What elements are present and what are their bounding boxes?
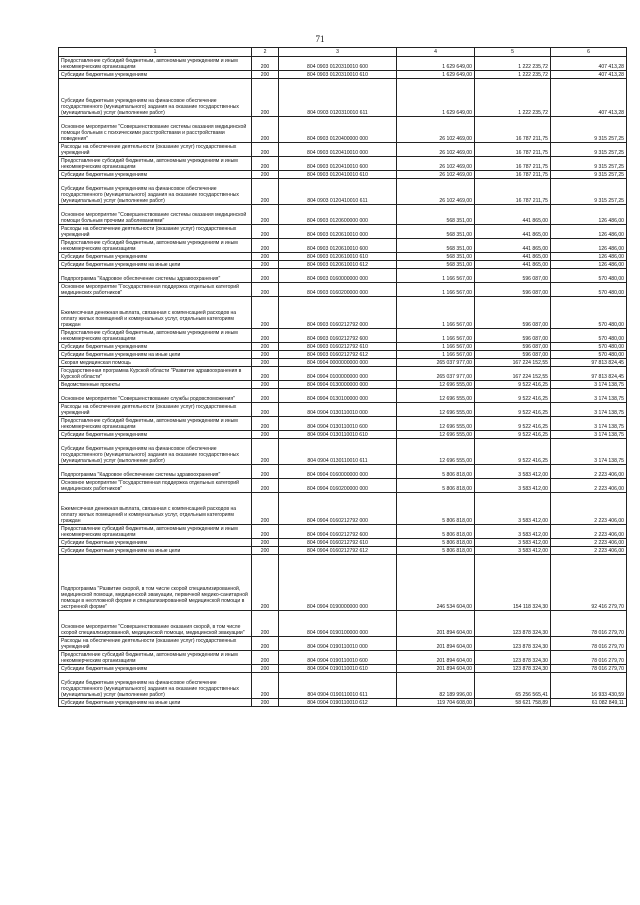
row-name-cell: Субсидии бюджетным учреждениям на иные цели bbox=[59, 547, 252, 555]
row-name-cell: Подпрограмма "Кадровое обеспечение системы здравоохранения" bbox=[59, 465, 252, 479]
row-planned-cell: 5 806 818,00 bbox=[397, 547, 475, 555]
table-row bbox=[59, 239, 627, 253]
row-indicator-cell: 200 bbox=[252, 179, 279, 205]
row-code-cell: 804 0904 0130110010 600 bbox=[279, 417, 397, 431]
row-executed-cell: 58 621 758,89 bbox=[475, 699, 551, 707]
row-indicator-cell: 200 bbox=[252, 329, 279, 343]
row-planned-cell: 26 102 469,00 bbox=[397, 171, 475, 179]
row-remainder-cell: 3 174 138,75 bbox=[551, 439, 627, 465]
row-indicator-cell: 200 bbox=[252, 555, 279, 611]
row-executed-cell: 596 087,00 bbox=[475, 343, 551, 351]
row-planned-cell: 1 166 567,00 bbox=[397, 297, 475, 329]
table-header-row bbox=[59, 48, 627, 57]
row-indicator-cell: 200 bbox=[252, 205, 279, 225]
row-code-cell: 804 0904 0190000000 000 bbox=[279, 555, 397, 611]
column-header: 6 bbox=[551, 48, 627, 57]
row-indicator-cell: 200 bbox=[252, 367, 279, 381]
row-executed-cell: 123 878 324,30 bbox=[475, 611, 551, 637]
table-row bbox=[59, 171, 627, 179]
table-row bbox=[59, 205, 627, 225]
row-planned-cell: 1 629 649,00 bbox=[397, 57, 475, 71]
row-name-cell: Предоставление субсидий бюджетным, автономным учреждениям и иным некоммерческим организациям bbox=[59, 239, 252, 253]
row-name-cell: Субсидии бюджетным учреждениям на иные цели bbox=[59, 351, 252, 359]
table-body bbox=[59, 57, 627, 707]
row-planned-cell: 568 351,00 bbox=[397, 205, 475, 225]
row-planned-cell: 1 166 567,00 bbox=[397, 343, 475, 351]
row-executed-cell: 16 787 211,75 bbox=[475, 179, 551, 205]
row-planned-cell: 1 629 649,00 bbox=[397, 79, 475, 117]
row-remainder-cell: 9 315 257,25 bbox=[551, 117, 627, 143]
row-indicator-cell: 200 bbox=[252, 479, 279, 493]
table-row bbox=[59, 57, 627, 71]
row-planned-cell: 26 102 469,00 bbox=[397, 117, 475, 143]
table-row bbox=[59, 547, 627, 555]
row-indicator-cell: 200 bbox=[252, 343, 279, 351]
table-row bbox=[59, 381, 627, 389]
row-code-cell: 804 0903 0160212792 600 bbox=[279, 329, 397, 343]
row-code-cell: 804 0904 0130110010 000 bbox=[279, 403, 397, 417]
row-name-cell: Ведомственные проекты bbox=[59, 381, 252, 389]
row-planned-cell: 5 806 818,00 bbox=[397, 539, 475, 547]
row-remainder-cell: 3 174 138,75 bbox=[551, 431, 627, 439]
row-indicator-cell: 200 bbox=[252, 297, 279, 329]
row-remainder-cell: 570 480,00 bbox=[551, 269, 627, 283]
row-executed-cell: 596 087,00 bbox=[475, 351, 551, 359]
row-remainder-cell: 2 223 406,00 bbox=[551, 465, 627, 479]
row-code-cell: 804 0904 0000000000 000 bbox=[279, 359, 397, 367]
row-remainder-cell: 3 174 138,75 bbox=[551, 381, 627, 389]
row-executed-cell: 123 878 324,30 bbox=[475, 665, 551, 673]
row-code-cell: 804 0904 0130110010 610 bbox=[279, 431, 397, 439]
row-executed-cell: 16 787 211,75 bbox=[475, 157, 551, 171]
row-remainder-cell: 126 486,00 bbox=[551, 261, 627, 269]
row-executed-cell: 3 583 412,00 bbox=[475, 479, 551, 493]
row-name-cell: Подпрограмма "Развитие скорой, в том числе скорой специализированной, медицинской помощи, медицинской эвакуации, первичной медико-санитарной помощи в неотложной форме и специализированной медицинской помощи в экстренной форме" bbox=[59, 555, 252, 611]
row-name-cell: Государственная программа Курской области "Развитие здравоохранения в Курской области" bbox=[59, 367, 252, 381]
page-bottom-margin bbox=[0, 898, 640, 905]
row-name-cell: Основное мероприятие "Государственная поддержка отдельных категорий медицинских работников" bbox=[59, 479, 252, 493]
table-row bbox=[59, 699, 627, 707]
row-executed-cell: 1 222 235,72 bbox=[475, 79, 551, 117]
table-row bbox=[59, 479, 627, 493]
row-remainder-cell: 9 315 257,25 bbox=[551, 143, 627, 157]
table-row bbox=[59, 261, 627, 269]
row-executed-cell: 1 222 235,72 bbox=[475, 71, 551, 79]
row-planned-cell: 12 696 555,00 bbox=[397, 389, 475, 403]
row-planned-cell: 1 166 567,00 bbox=[397, 329, 475, 343]
row-remainder-cell: 2 223 406,00 bbox=[551, 479, 627, 493]
table-row bbox=[59, 117, 627, 143]
row-planned-cell: 26 102 469,00 bbox=[397, 157, 475, 171]
row-remainder-cell: 78 016 279,70 bbox=[551, 651, 627, 665]
page-number: 71 bbox=[315, 34, 325, 44]
row-planned-cell: 1 166 567,00 bbox=[397, 283, 475, 297]
row-indicator-cell: 200 bbox=[252, 673, 279, 699]
table-row bbox=[59, 555, 627, 611]
row-indicator-cell: 200 bbox=[252, 157, 279, 171]
row-name-cell: Расходы на обеспечение деятельности (оказание услуг) государственных учреждений bbox=[59, 225, 252, 239]
row-code-cell: 804 0904 0190110010 612 bbox=[279, 699, 397, 707]
row-planned-cell: 568 351,00 bbox=[397, 253, 475, 261]
row-executed-cell: 3 583 412,00 bbox=[475, 493, 551, 525]
row-remainder-cell: 570 480,00 bbox=[551, 343, 627, 351]
row-planned-cell: 26 102 469,00 bbox=[397, 143, 475, 157]
row-name-cell: Предоставление субсидий бюджетным, автономным учреждениям и иным некоммерческим организациям bbox=[59, 651, 252, 665]
row-planned-cell: 26 102 469,00 bbox=[397, 179, 475, 205]
row-executed-cell: 9 522 416,25 bbox=[475, 431, 551, 439]
row-remainder-cell: 78 016 279,70 bbox=[551, 665, 627, 673]
table-row bbox=[59, 665, 627, 673]
row-name-cell: Субсидии бюджетным учреждениям на финансовое обеспечение государственного (муниципального) задания на оказание государственных (муниципальных) услуг (выполнение работ) bbox=[59, 673, 252, 699]
row-name-cell: Расходы на обеспечение деятельности (оказание услуг) государственных учреждений bbox=[59, 403, 252, 417]
column-header: 4 bbox=[397, 48, 475, 57]
row-name-cell: Скорая медицинская помощь bbox=[59, 359, 252, 367]
budget-table bbox=[58, 47, 627, 707]
row-planned-cell: 82 189 996,00 bbox=[397, 673, 475, 699]
row-indicator-cell: 200 bbox=[252, 417, 279, 431]
row-code-cell: 804 0904 0100000000 000 bbox=[279, 367, 397, 381]
row-code-cell: 804 0903 0120310010 611 bbox=[279, 79, 397, 117]
row-code-cell: 804 0903 0120410010 600 bbox=[279, 157, 397, 171]
row-remainder-cell: 407 413,28 bbox=[551, 71, 627, 79]
row-remainder-cell: 3 174 138,75 bbox=[551, 389, 627, 403]
row-executed-cell: 16 787 211,75 bbox=[475, 143, 551, 157]
table-row bbox=[59, 651, 627, 665]
row-indicator-cell: 200 bbox=[252, 525, 279, 539]
row-planned-cell: 568 351,00 bbox=[397, 225, 475, 239]
row-indicator-cell: 200 bbox=[252, 665, 279, 673]
row-planned-cell: 5 806 818,00 bbox=[397, 479, 475, 493]
row-indicator-cell: 200 bbox=[252, 547, 279, 555]
row-code-cell: 804 0903 0120610010 612 bbox=[279, 261, 397, 269]
row-remainder-cell: 78 016 279,70 bbox=[551, 611, 627, 637]
row-code-cell: 804 0904 0190110010 000 bbox=[279, 637, 397, 651]
row-code-cell: 804 0904 0160212792 000 bbox=[279, 493, 397, 525]
row-planned-cell: 265 037 977,00 bbox=[397, 359, 475, 367]
table-row bbox=[59, 329, 627, 343]
row-remainder-cell: 126 486,00 bbox=[551, 239, 627, 253]
table-row bbox=[59, 143, 627, 157]
row-remainder-cell: 3 174 138,75 bbox=[551, 403, 627, 417]
row-executed-cell: 596 087,00 bbox=[475, 283, 551, 297]
column-header: 1 bbox=[59, 48, 252, 57]
row-name-cell: Основное мероприятие "Совершенствование службы родовспоможения" bbox=[59, 389, 252, 403]
column-header: 3 bbox=[279, 48, 397, 57]
row-indicator-cell: 200 bbox=[252, 225, 279, 239]
table-row bbox=[59, 225, 627, 239]
row-executed-cell: 167 224 152,55 bbox=[475, 359, 551, 367]
row-planned-cell: 5 806 818,00 bbox=[397, 465, 475, 479]
row-code-cell: 804 0904 0190110010 611 bbox=[279, 673, 397, 699]
row-indicator-cell: 200 bbox=[252, 283, 279, 297]
row-indicator-cell: 200 bbox=[252, 539, 279, 547]
row-planned-cell: 568 351,00 bbox=[397, 261, 475, 269]
row-executed-cell: 3 583 412,00 bbox=[475, 547, 551, 555]
table-row bbox=[59, 539, 627, 547]
table-row bbox=[59, 343, 627, 351]
column-header: 5 bbox=[475, 48, 551, 57]
row-planned-cell: 5 806 818,00 bbox=[397, 525, 475, 539]
row-name-cell: Субсидии бюджетным учреждениям на финансовое обеспечение государственного (муниципального) задания на оказание государственных (муниципальных) услуг (выполнение работ) bbox=[59, 439, 252, 465]
row-code-cell: 804 0904 0160212792 612 bbox=[279, 547, 397, 555]
row-indicator-cell: 200 bbox=[252, 637, 279, 651]
row-indicator-cell: 200 bbox=[252, 239, 279, 253]
row-name-cell: Предоставление субсидий бюджетным, автономным учреждениям и иным некоммерческим организациям bbox=[59, 57, 252, 71]
row-name-cell: Основное мероприятие "Совершенствование оказания скорой, в том числе скорой специализированной, медицинской помощи, медицинской эвакуации" bbox=[59, 611, 252, 637]
row-code-cell: 804 0904 0190110010 610 bbox=[279, 665, 397, 673]
table-row bbox=[59, 253, 627, 261]
row-name-cell: Основное мероприятие "Совершенствование системы оказания медицинской помощи больным с психическими расстройствами и расстройствами поведения" bbox=[59, 117, 252, 143]
table-row bbox=[59, 673, 627, 699]
row-remainder-cell: 9 315 257,25 bbox=[551, 157, 627, 171]
table-row bbox=[59, 157, 627, 171]
row-name-cell: Субсидии бюджетным учреждениям bbox=[59, 71, 252, 79]
row-indicator-cell: 200 bbox=[252, 611, 279, 637]
row-name-cell: Основное мероприятие "Совершенствование системы оказания медицинской помощи больным прочими заболеваниями" bbox=[59, 205, 252, 225]
row-indicator-cell: 200 bbox=[252, 403, 279, 417]
row-name-cell: Субсидии бюджетным учреждениям на иные цели bbox=[59, 261, 252, 269]
row-indicator-cell: 200 bbox=[252, 651, 279, 665]
table-row bbox=[59, 389, 627, 403]
table-row bbox=[59, 351, 627, 359]
row-remainder-cell: 78 016 279,70 bbox=[551, 637, 627, 651]
row-remainder-cell: 126 486,00 bbox=[551, 205, 627, 225]
row-code-cell: 804 0903 0120310010 610 bbox=[279, 71, 397, 79]
table-row bbox=[59, 79, 627, 117]
row-code-cell: 804 0903 0160212792 610 bbox=[279, 343, 397, 351]
row-name-cell: Расходы на обеспечение деятельности (оказание услуг) государственных учреждений bbox=[59, 143, 252, 157]
row-name-cell: Подпрограмма "Кадровое обеспечение системы здравоохранения" bbox=[59, 269, 252, 283]
row-code-cell: 804 0903 0160212792 000 bbox=[279, 297, 397, 329]
row-executed-cell: 596 087,00 bbox=[475, 269, 551, 283]
table-row bbox=[59, 465, 627, 479]
row-remainder-cell: 2 223 406,00 bbox=[551, 493, 627, 525]
row-indicator-cell: 200 bbox=[252, 493, 279, 525]
row-planned-cell: 201 894 604,00 bbox=[397, 665, 475, 673]
row-name-cell: Расходы на обеспечение деятельности (оказание услуг) государственных учреждений bbox=[59, 637, 252, 651]
row-code-cell: 804 0903 0120610010 600 bbox=[279, 239, 397, 253]
row-name-cell: Основное мероприятие "Государственная поддержка отдельных категорий медицинских работников" bbox=[59, 283, 252, 297]
row-indicator-cell: 200 bbox=[252, 381, 279, 389]
row-code-cell: 804 0903 0120310010 600 bbox=[279, 57, 397, 71]
table-row bbox=[59, 439, 627, 465]
row-planned-cell: 568 351,00 bbox=[397, 239, 475, 253]
row-indicator-cell: 200 bbox=[252, 171, 279, 179]
row-executed-cell: 9 522 416,25 bbox=[475, 417, 551, 431]
row-planned-cell: 12 696 555,00 bbox=[397, 403, 475, 417]
row-planned-cell: 12 696 555,00 bbox=[397, 381, 475, 389]
row-planned-cell: 201 894 604,00 bbox=[397, 651, 475, 665]
row-indicator-cell: 200 bbox=[252, 431, 279, 439]
row-executed-cell: 65 256 565,41 bbox=[475, 673, 551, 699]
row-executed-cell: 596 087,00 bbox=[475, 329, 551, 343]
row-executed-cell: 3 583 412,00 bbox=[475, 465, 551, 479]
row-code-cell: 804 0904 0130000000 000 bbox=[279, 381, 397, 389]
row-executed-cell: 596 087,00 bbox=[475, 297, 551, 329]
table-row bbox=[59, 525, 627, 539]
row-name-cell: Субсидии бюджетным учреждениям на финансовое обеспечение государственного (муниципального) задания на оказание государственных (муниципальных) услуг (выполнение работ) bbox=[59, 79, 252, 117]
row-remainder-cell: 570 480,00 bbox=[551, 351, 627, 359]
table-row bbox=[59, 367, 627, 381]
row-executed-cell: 154 118 324,30 bbox=[475, 555, 551, 611]
row-remainder-cell: 9 315 257,25 bbox=[551, 171, 627, 179]
row-indicator-cell: 200 bbox=[252, 143, 279, 157]
row-executed-cell: 9 522 416,25 bbox=[475, 389, 551, 403]
row-remainder-cell: 97 813 824,45 bbox=[551, 367, 627, 381]
row-executed-cell: 167 224 152,55 bbox=[475, 367, 551, 381]
row-code-cell: 804 0904 0190100000 000 bbox=[279, 611, 397, 637]
row-indicator-cell: 200 bbox=[252, 261, 279, 269]
row-name-cell: Субсидии бюджетным учреждениям на иные цели bbox=[59, 699, 252, 707]
row-code-cell: 804 0903 0120410010 000 bbox=[279, 143, 397, 157]
row-name-cell: Ежемесячная денежная выплата, связанная с компенсацией расходов на оплату жилых помещений и коммунальных услуг, отдельным категориям граждан bbox=[59, 493, 252, 525]
row-remainder-cell: 16 933 430,59 bbox=[551, 673, 627, 699]
row-indicator-cell: 200 bbox=[252, 57, 279, 71]
row-planned-cell: 246 534 604,00 bbox=[397, 555, 475, 611]
row-executed-cell: 9 522 416,25 bbox=[475, 403, 551, 417]
row-code-cell: 804 0903 0120410010 610 bbox=[279, 171, 397, 179]
row-remainder-cell: 570 480,00 bbox=[551, 283, 627, 297]
table-row bbox=[59, 269, 627, 283]
row-planned-cell: 12 696 555,00 bbox=[397, 439, 475, 465]
table-row bbox=[59, 493, 627, 525]
row-remainder-cell: 3 174 138,75 bbox=[551, 417, 627, 431]
row-code-cell: 804 0903 0160000000 000 bbox=[279, 269, 397, 283]
row-name-cell: Субсидии бюджетным учреждениям bbox=[59, 253, 252, 261]
row-executed-cell: 1 222 235,72 bbox=[475, 57, 551, 71]
row-planned-cell: 201 894 604,00 bbox=[397, 637, 475, 651]
row-code-cell: 804 0904 0190110010 600 bbox=[279, 651, 397, 665]
row-indicator-cell: 200 bbox=[252, 253, 279, 261]
row-remainder-cell: 126 486,00 bbox=[551, 225, 627, 239]
row-code-cell: 804 0903 0120410010 611 bbox=[279, 179, 397, 205]
row-name-cell: Субсидии бюджетным учреждениям bbox=[59, 431, 252, 439]
row-name-cell: Субсидии бюджетным учреждениям bbox=[59, 171, 252, 179]
table-row bbox=[59, 403, 627, 417]
row-executed-cell: 9 522 416,25 bbox=[475, 381, 551, 389]
row-code-cell: 804 0904 0130110010 611 bbox=[279, 439, 397, 465]
table-row bbox=[59, 417, 627, 431]
row-name-cell: Предоставление субсидий бюджетным, автономным учреждениям и иным некоммерческим организациям bbox=[59, 157, 252, 171]
row-code-cell: 804 0903 0120600000 000 bbox=[279, 205, 397, 225]
row-remainder-cell: 407 413,28 bbox=[551, 57, 627, 71]
row-remainder-cell: 97 813 824,45 bbox=[551, 359, 627, 367]
row-indicator-cell: 200 bbox=[252, 79, 279, 117]
row-code-cell: 804 0904 0160000000 000 bbox=[279, 465, 397, 479]
row-remainder-cell: 9 315 257,25 bbox=[551, 179, 627, 205]
row-planned-cell: 1 166 567,00 bbox=[397, 351, 475, 359]
row-indicator-cell: 200 bbox=[252, 389, 279, 403]
row-planned-cell: 1 166 567,00 bbox=[397, 269, 475, 283]
row-indicator-cell: 200 bbox=[252, 465, 279, 479]
table-row bbox=[59, 637, 627, 651]
row-remainder-cell: 92 416 279,70 bbox=[551, 555, 627, 611]
row-remainder-cell: 570 480,00 bbox=[551, 329, 627, 343]
row-planned-cell: 12 696 555,00 bbox=[397, 431, 475, 439]
table-row bbox=[59, 71, 627, 79]
row-executed-cell: 16 787 211,75 bbox=[475, 171, 551, 179]
row-executed-cell: 441 865,00 bbox=[475, 261, 551, 269]
column-header: 2 bbox=[252, 48, 279, 57]
row-executed-cell: 9 522 416,25 bbox=[475, 439, 551, 465]
table-row bbox=[59, 283, 627, 297]
row-indicator-cell: 200 bbox=[252, 117, 279, 143]
row-name-cell: Субсидии бюджетным учреждениям bbox=[59, 665, 252, 673]
row-name-cell: Субсидии бюджетным учреждениям bbox=[59, 343, 252, 351]
row-code-cell: 804 0903 0160200000 000 bbox=[279, 283, 397, 297]
row-executed-cell: 123 878 324,30 bbox=[475, 651, 551, 665]
row-indicator-cell: 200 bbox=[252, 359, 279, 367]
table-row bbox=[59, 179, 627, 205]
row-code-cell: 804 0904 0160212792 600 bbox=[279, 525, 397, 539]
row-name-cell: Предоставление субсидий бюджетным, автономным учреждениям и иным некоммерческим организациям bbox=[59, 417, 252, 431]
row-code-cell: 804 0903 0120610010 610 bbox=[279, 253, 397, 261]
row-name-cell: Ежемесячная денежная выплата, связанная с компенсацией расходов на оплату жилых помещений и коммунальных услуг, отдельным категориям граждан bbox=[59, 297, 252, 329]
row-remainder-cell: 407 413,28 bbox=[551, 79, 627, 117]
row-remainder-cell: 126 486,00 bbox=[551, 253, 627, 261]
row-remainder-cell: 2 223 406,00 bbox=[551, 525, 627, 539]
row-indicator-cell: 200 bbox=[252, 439, 279, 465]
row-remainder-cell: 2 223 406,00 bbox=[551, 539, 627, 547]
row-executed-cell: 441 865,00 bbox=[475, 225, 551, 239]
row-planned-cell: 201 894 604,00 bbox=[397, 611, 475, 637]
table-row bbox=[59, 431, 627, 439]
row-remainder-cell: 61 082 849,11 bbox=[551, 699, 627, 707]
row-name-cell: Предоставление субсидий бюджетным, автономным учреждениям и иным некоммерческим организациям bbox=[59, 329, 252, 343]
row-executed-cell: 441 865,00 bbox=[475, 239, 551, 253]
row-executed-cell: 123 878 324,30 bbox=[475, 637, 551, 651]
row-planned-cell: 119 704 608,00 bbox=[397, 699, 475, 707]
row-planned-cell: 12 696 555,00 bbox=[397, 417, 475, 431]
row-code-cell: 804 0903 0120610010 000 bbox=[279, 225, 397, 239]
row-executed-cell: 3 583 412,00 bbox=[475, 539, 551, 547]
row-executed-cell: 3 583 412,00 bbox=[475, 525, 551, 539]
row-executed-cell: 16 787 211,75 bbox=[475, 117, 551, 143]
table-row bbox=[59, 611, 627, 637]
row-planned-cell: 265 037 977,00 bbox=[397, 367, 475, 381]
row-name-cell: Субсидии бюджетным учреждениям bbox=[59, 539, 252, 547]
table-row bbox=[59, 359, 627, 367]
row-indicator-cell: 200 bbox=[252, 351, 279, 359]
row-indicator-cell: 200 bbox=[252, 269, 279, 283]
row-name-cell: Предоставление субсидий бюджетным, автономным учреждениям и иным некоммерческим организациям bbox=[59, 525, 252, 539]
row-code-cell: 804 0904 0130100000 000 bbox=[279, 389, 397, 403]
row-remainder-cell: 570 480,00 bbox=[551, 297, 627, 329]
row-planned-cell: 5 806 818,00 bbox=[397, 493, 475, 525]
row-remainder-cell: 2 223 406,00 bbox=[551, 547, 627, 555]
row-code-cell: 804 0903 0160212792 612 bbox=[279, 351, 397, 359]
table-row bbox=[59, 297, 627, 329]
row-planned-cell: 1 629 649,00 bbox=[397, 71, 475, 79]
row-name-cell: Субсидии бюджетным учреждениям на финансовое обеспечение государственного (муниципального) задания на оказание государственных (муниципальных) услуг (выполнение работ) bbox=[59, 179, 252, 205]
row-indicator-cell: 200 bbox=[252, 699, 279, 707]
row-code-cell: 804 0904 0160200000 000 bbox=[279, 479, 397, 493]
row-code-cell: 804 0903 0120400000 000 bbox=[279, 117, 397, 143]
row-code-cell: 804 0904 0160212792 610 bbox=[279, 539, 397, 547]
row-executed-cell: 441 865,00 bbox=[475, 205, 551, 225]
row-executed-cell: 441 865,00 bbox=[475, 253, 551, 261]
row-indicator-cell: 200 bbox=[252, 71, 279, 79]
